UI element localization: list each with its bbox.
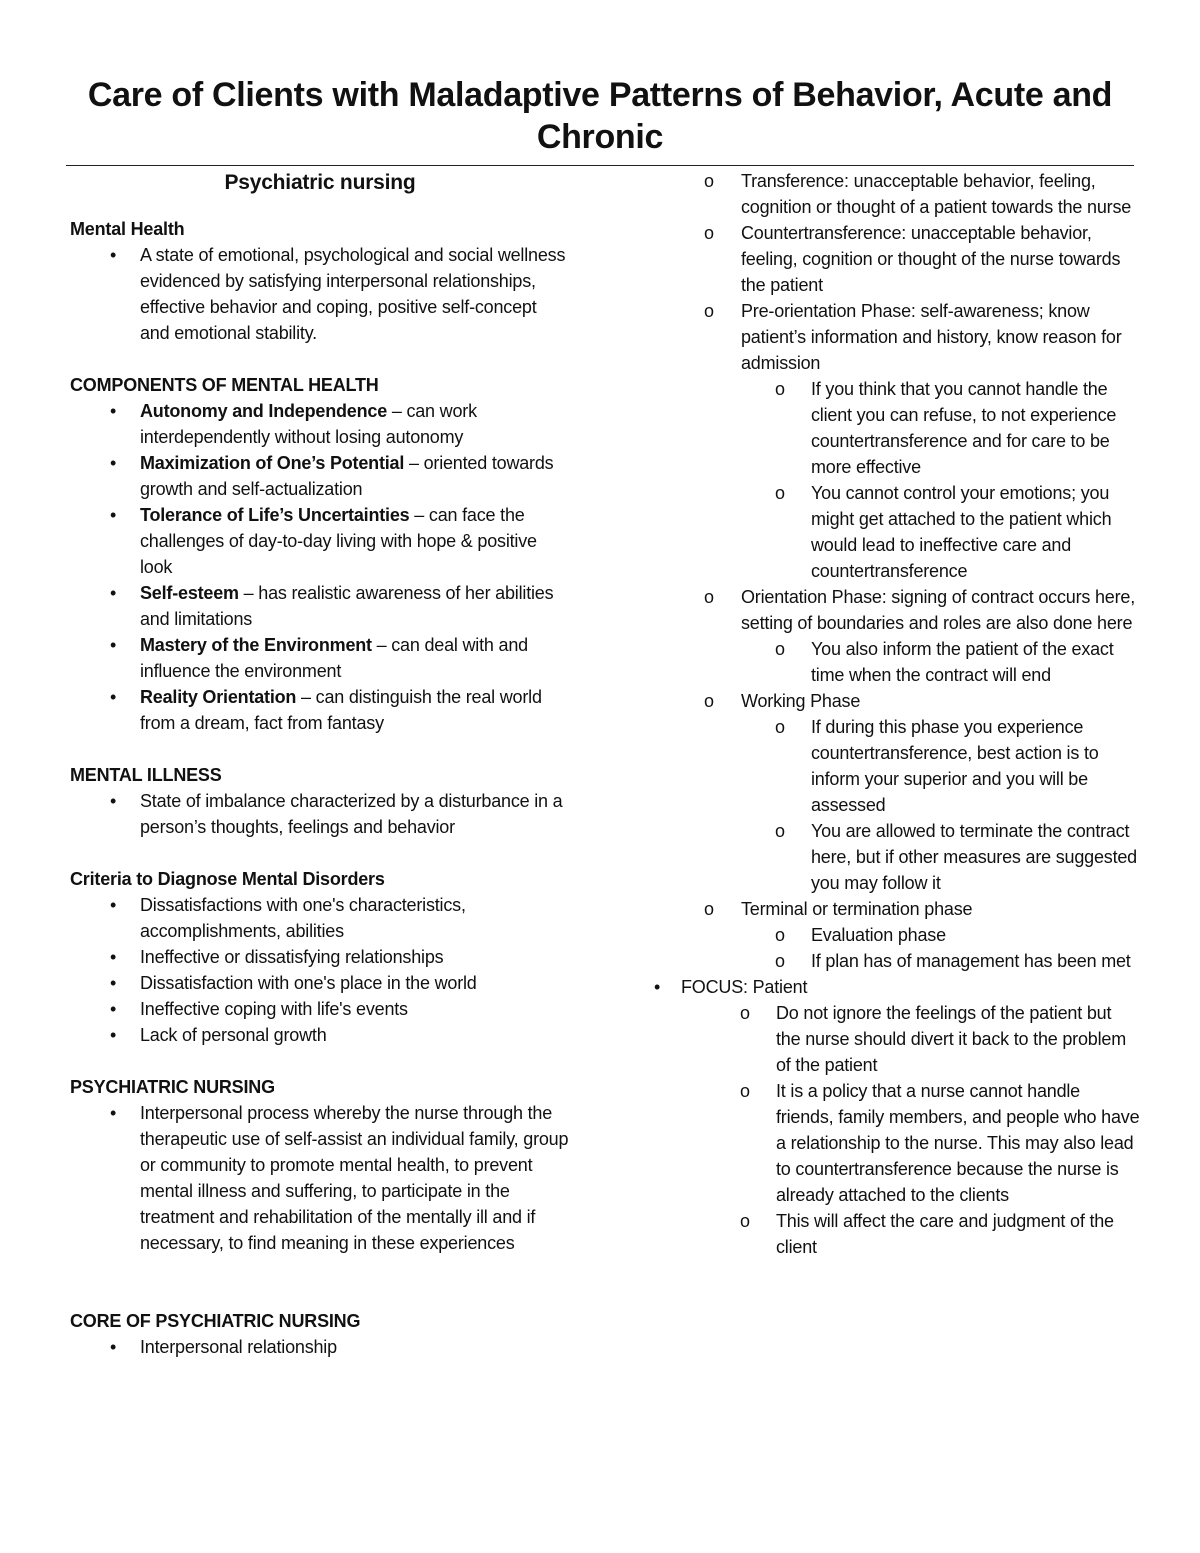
- list-item: • Interpersonal process whereby the nurse through the therapeutic use of self-assist an individual family, group or community to promote mental health, to prevent mental illness and suffering, to participate in the treatment and rehabilitation of the mentally ill and if necessary, to find meaning in these experiences: [70, 1100, 570, 1256]
- component-desc: – oriented towards growth and self-actualization: [140, 453, 554, 499]
- focus-list: [681, 974, 1140, 1000]
- list-item: o Orientation Phase: signing of contract occurs here, setting of boundaries and roles are also done here: [700, 584, 1140, 636]
- psychiatric-nursing-list: [70, 1100, 570, 1256]
- component-desc: – can face the challenges of day-to-day living with hope & positive look: [140, 505, 537, 577]
- list-item: [70, 684, 570, 736]
- list-item: o This will affect the care and judgment of the client: [700, 1208, 1140, 1260]
- orientation-list: [700, 584, 1140, 636]
- component-term: Reality Orientation: [140, 687, 297, 707]
- list-item: • Dissatisfaction with one's place in the world: [70, 970, 570, 996]
- right-column: [681, 168, 1140, 1260]
- psychiatric-nursing-heading: PSYCHIATRIC NURSING: [70, 1077, 275, 1097]
- list-item: o You are allowed to terminate the contract here, but if other measures are suggested you may follow it: [700, 818, 1140, 896]
- criteria-heading: Criteria to Diagnose Mental Disorders: [70, 869, 385, 889]
- list-item: • Dissatisfactions with one's characteristics, accomplishments, abilities: [70, 892, 570, 944]
- list-item: • Lack of personal growth: [70, 1022, 570, 1048]
- component-desc: – can deal with and influence the environment: [140, 635, 528, 681]
- core-heading: CORE OF PSYCHIATRIC NURSING: [70, 1311, 361, 1331]
- mental-health-list: [70, 242, 570, 346]
- list-item: [70, 450, 570, 502]
- terminal-list: [700, 896, 1140, 922]
- list-item: o Countertransference: unacceptable behavior, feeling, cognition or thought of the nurse towards the patient: [700, 220, 1140, 298]
- mental-illness-list: [70, 788, 570, 840]
- component-term: Tolerance of Life’s Uncertainties: [140, 505, 410, 525]
- list-item: o Evaluation phase: [700, 922, 1140, 948]
- list-item: o You also inform the patient of the exact time when the contract will end: [700, 636, 1140, 688]
- list-item: o Do not ignore the feelings of the patient but the nurse should divert it back to the problem of the patient: [700, 1000, 1140, 1078]
- list-item: o If during this phase you experience countertransference, best action is to inform your superior and you will be assessed: [700, 714, 1140, 818]
- component-desc: – can work interdependently without losing autonomy: [140, 401, 477, 447]
- page-title: Care of Clients with Maladaptive Patterns of Behavior, Acute and Chronic: [87, 76, 1113, 156]
- list-item: • Ineffective coping with life's events: [70, 996, 570, 1022]
- list-item: o You cannot control your emotions; you might get attached to the patient which would lead to ineffective care and countertransference: [700, 480, 1140, 584]
- list-item: [70, 398, 570, 450]
- components-list: [70, 398, 570, 736]
- title-divider: [66, 165, 1134, 166]
- component-term: Mastery of the Environment: [140, 635, 372, 655]
- section-subtitle: Psychiatric nursing: [224, 171, 416, 194]
- orientation-sublist: [700, 636, 1140, 688]
- phase-list: [700, 168, 1140, 376]
- mental-health-heading: Mental Health: [70, 219, 185, 239]
- list-item: o Terminal or termination phase: [700, 896, 1140, 922]
- list-item: o If you think that you cannot handle the client you can refuse, to not experience countertransference and for care to be more effective: [700, 376, 1140, 480]
- preorientation-sublist: [700, 376, 1140, 584]
- list-item: • A state of emotional, psychological and social wellness evidenced by satisfying interpersonal relationships, effective behavior and coping, positive self-concept and emotional stability.: [70, 242, 570, 346]
- focus-sublist: [700, 1000, 1140, 1260]
- component-term: Maximization of One’s Potential: [140, 453, 405, 473]
- list-item: [70, 502, 570, 580]
- list-item: o It is a policy that a nurse cannot handle friends, family members, and people who have a relationship to the nurse. This may also lead to countertransference because the nurse is already attached to the clients: [700, 1078, 1140, 1208]
- component-term: Autonomy and Independence: [140, 401, 388, 421]
- list-item: o Working Phase: [700, 688, 1140, 714]
- preorientation-text: Pre-orientation Phase: self-awareness; know patient’s information and history, know reason for admission: [741, 301, 1122, 373]
- list-item: • FOCUS: Patient: [675, 974, 1140, 1000]
- component-desc: – has realistic awareness of her abilities and limitations: [140, 583, 554, 629]
- working-sublist: [700, 714, 1140, 896]
- list-item: • Ineffective or dissatisfying relationships: [70, 944, 570, 970]
- mental-illness-heading: MENTAL ILLNESS: [70, 765, 222, 785]
- criteria-list: [70, 892, 570, 1048]
- working-list: [700, 688, 1140, 714]
- list-item: • Interpersonal relationship: [70, 1334, 570, 1360]
- left-column: [70, 168, 570, 1360]
- list-item: o Transference: unacceptable behavior, feeling, cognition or thought of a patient towards the nurse: [700, 168, 1140, 220]
- component-desc: – can distinguish the real world from a dream, fact from fantasy: [140, 687, 542, 733]
- core-list: [70, 1334, 570, 1360]
- list-item: [700, 298, 1140, 376]
- list-item: [70, 580, 570, 632]
- component-term: Self-esteem: [140, 583, 239, 603]
- list-item: o If plan has of management has been met: [700, 948, 1140, 974]
- components-heading: COMPONENTS OF MENTAL HEALTH: [70, 375, 379, 395]
- terminal-sublist: [700, 922, 1140, 974]
- list-item: [70, 632, 570, 684]
- list-item: • State of imbalance characterized by a disturbance in a person’s thoughts, feelings and behavior: [70, 788, 570, 840]
